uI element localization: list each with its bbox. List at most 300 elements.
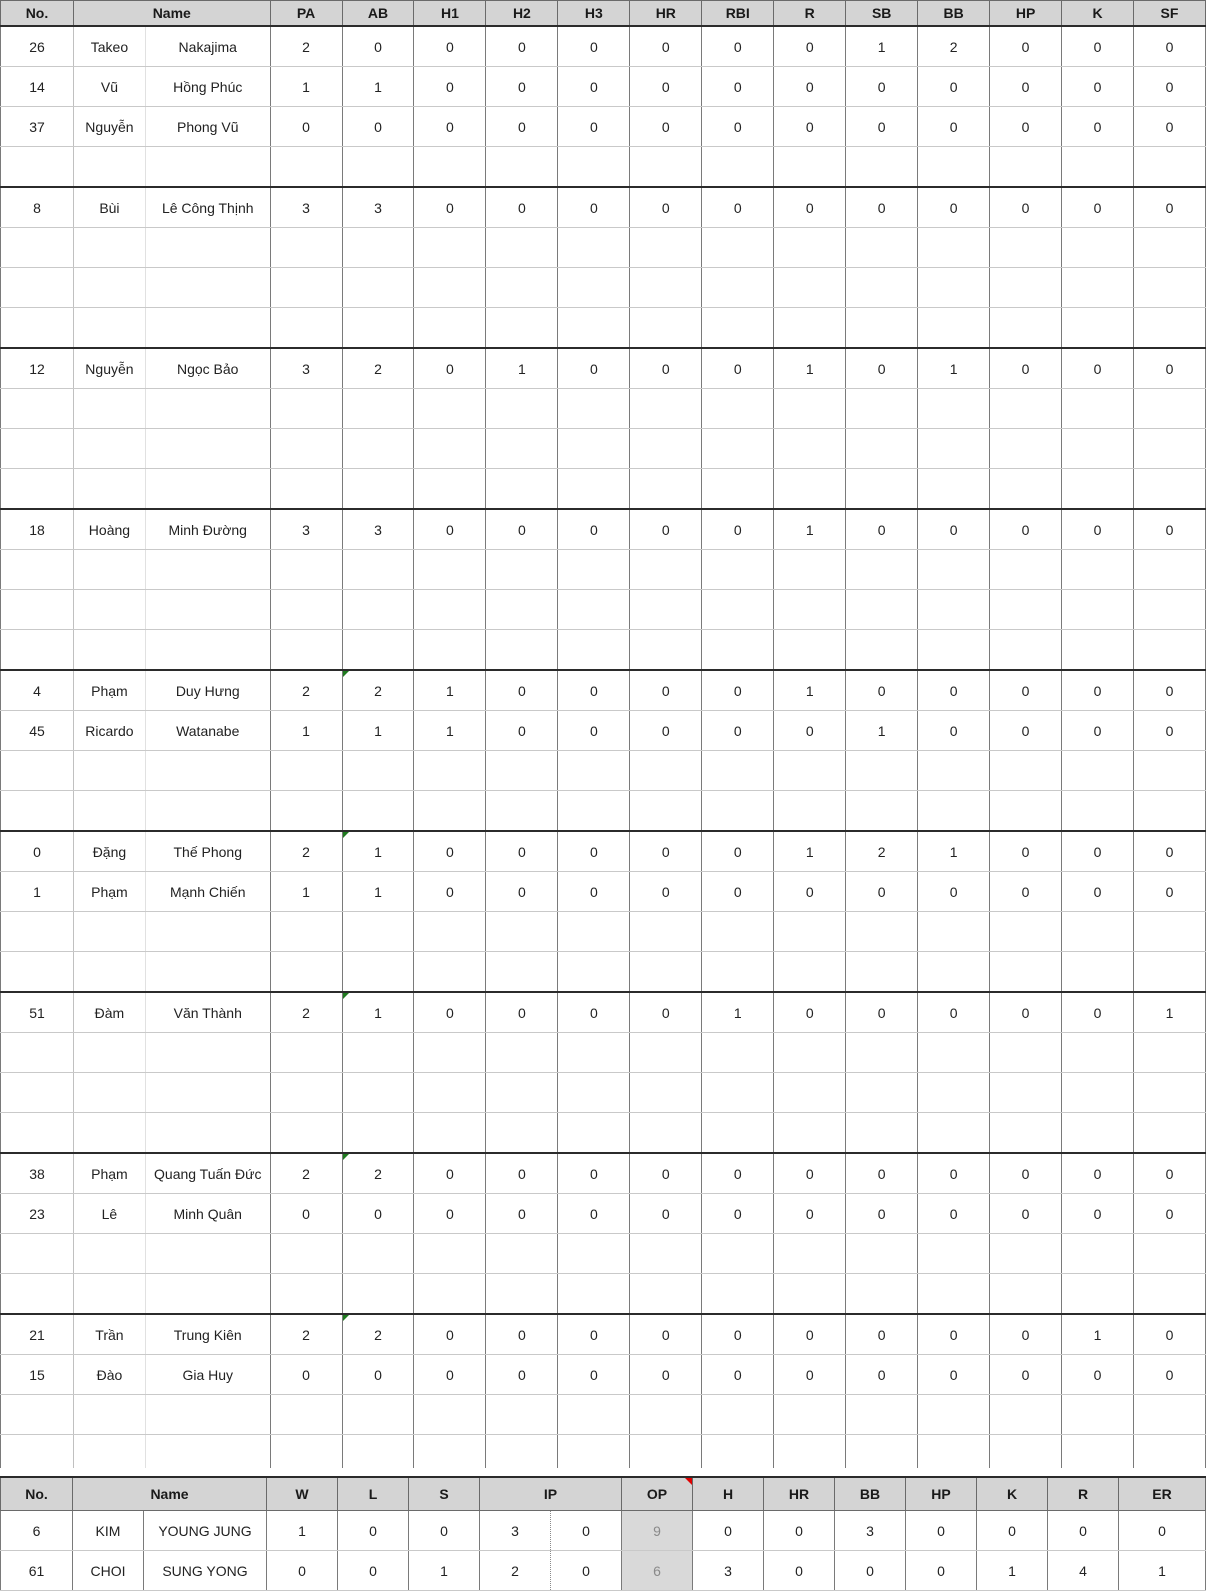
cell-er[interactable]: 1 xyxy=(1119,1551,1206,1591)
cell-last[interactable] xyxy=(145,1113,270,1154)
cell-r[interactable] xyxy=(774,1113,846,1154)
cell-h1[interactable]: 1 xyxy=(414,711,486,751)
cell-hp[interactable]: 0 xyxy=(990,711,1062,751)
cell-pa[interactable] xyxy=(270,1274,342,1315)
cell-last[interactable]: Ngọc Bảo xyxy=(145,348,270,389)
cell-k[interactable] xyxy=(1062,147,1134,188)
cell-w[interactable]: 0 xyxy=(267,1551,338,1591)
cell-first[interactable]: KIM xyxy=(73,1511,144,1551)
cell-sf[interactable] xyxy=(1134,147,1206,188)
cell-h1[interactable]: 0 xyxy=(414,831,486,872)
cell-r[interactable] xyxy=(774,751,846,791)
cell-pa[interactable] xyxy=(270,308,342,349)
cell-rbi[interactable] xyxy=(702,308,774,349)
cell-h3[interactable]: 0 xyxy=(558,711,630,751)
cell-hp[interactable]: 0 xyxy=(990,1314,1062,1355)
cell-pa[interactable]: 2 xyxy=(270,670,342,711)
cell-k[interactable]: 0 xyxy=(1062,1153,1134,1194)
cell-h3[interactable]: 0 xyxy=(558,107,630,147)
cell-k[interactable] xyxy=(1062,630,1134,671)
cell-h3[interactable] xyxy=(558,1033,630,1073)
cell-no[interactable] xyxy=(1,389,74,429)
cell-hr[interactable]: 0 xyxy=(630,509,702,550)
cell-hr[interactable]: 0 xyxy=(630,26,702,67)
cell-bb[interactable] xyxy=(918,1033,990,1073)
cell-no[interactable]: 23 xyxy=(1,1194,74,1234)
cell-rbi[interactable]: 0 xyxy=(702,67,774,107)
cell-h1[interactable]: 0 xyxy=(414,348,486,389)
cell-bb[interactable] xyxy=(918,469,990,510)
cell-sf[interactable]: 0 xyxy=(1134,1153,1206,1194)
cell-bb[interactable]: 0 xyxy=(918,1314,990,1355)
cell-k[interactable] xyxy=(1062,590,1134,630)
cell-k[interactable]: 1 xyxy=(1062,1314,1134,1355)
cell-sf[interactable] xyxy=(1134,268,1206,308)
cell-h3[interactable] xyxy=(558,590,630,630)
cell-pa[interactable] xyxy=(270,389,342,429)
cell-sf[interactable] xyxy=(1134,1234,1206,1274)
cell-r[interactable] xyxy=(774,912,846,952)
cell-no[interactable] xyxy=(1,1395,74,1435)
cell-hr[interactable] xyxy=(630,1073,702,1113)
cell-ip-a[interactable]: 3 xyxy=(480,1511,551,1551)
cell-first[interactable]: Phạm xyxy=(73,670,145,711)
cell-no[interactable]: 14 xyxy=(1,67,74,107)
cell-bb[interactable]: 0 xyxy=(918,872,990,912)
cell-no[interactable] xyxy=(1,952,74,993)
cell-no[interactable] xyxy=(1,268,74,308)
cell-h1[interactable] xyxy=(414,630,486,671)
cell-sb[interactable]: 0 xyxy=(846,67,918,107)
cell-sb[interactable] xyxy=(846,1073,918,1113)
cell-h1[interactable] xyxy=(414,1274,486,1315)
cell-bb[interactable] xyxy=(918,550,990,590)
cell-bb[interactable] xyxy=(918,1113,990,1154)
cell-rbi[interactable]: 0 xyxy=(702,872,774,912)
header-s[interactable]: S xyxy=(409,1477,480,1511)
cell-h1[interactable]: 0 xyxy=(414,26,486,67)
cell-no[interactable]: 8 xyxy=(1,187,74,228)
cell-h3[interactable] xyxy=(558,389,630,429)
cell-hr[interactable]: 0 xyxy=(764,1511,835,1551)
cell-r[interactable]: 0 xyxy=(774,1194,846,1234)
cell-sb[interactable]: 0 xyxy=(846,1355,918,1395)
cell-sf[interactable] xyxy=(1134,1033,1206,1073)
cell-rbi[interactable] xyxy=(702,590,774,630)
cell-r[interactable] xyxy=(774,1274,846,1315)
cell-sf[interactable]: 0 xyxy=(1134,107,1206,147)
cell-no[interactable] xyxy=(1,1234,74,1274)
cell-first[interactable] xyxy=(73,1073,145,1113)
cell-h1[interactable] xyxy=(414,550,486,590)
cell-hr[interactable] xyxy=(630,1033,702,1073)
cell-pa[interactable]: 1 xyxy=(270,711,342,751)
cell-last[interactable]: Watanabe xyxy=(145,711,270,751)
cell-hr[interactable] xyxy=(630,751,702,791)
cell-sb[interactable] xyxy=(846,308,918,349)
cell-hr[interactable]: 0 xyxy=(630,1314,702,1355)
cell-bb[interactable]: 0 xyxy=(918,107,990,147)
cell-hp[interactable]: 0 xyxy=(990,670,1062,711)
cell-rbi[interactable] xyxy=(702,630,774,671)
cell-l[interactable]: 0 xyxy=(338,1511,409,1551)
cell-r[interactable] xyxy=(774,1073,846,1113)
cell-ip-a[interactable]: 2 xyxy=(480,1551,551,1591)
cell-no[interactable] xyxy=(1,1274,74,1315)
cell-r[interactable]: 1 xyxy=(774,509,846,550)
cell-first[interactable]: Nguyễn xyxy=(73,348,145,389)
cell-ab[interactable] xyxy=(342,308,414,349)
cell-no[interactable]: 18 xyxy=(1,509,74,550)
cell-ab[interactable]: 0 xyxy=(342,26,414,67)
cell-ip-b[interactable]: 0 xyxy=(551,1511,622,1551)
cell-hr[interactable]: 0 xyxy=(630,831,702,872)
header-sb[interactable]: SB xyxy=(846,1,918,27)
cell-rbi[interactable] xyxy=(702,228,774,268)
cell-hp[interactable] xyxy=(990,1234,1062,1274)
cell-bb[interactable] xyxy=(918,590,990,630)
cell-h2[interactable] xyxy=(486,268,558,308)
header-ab[interactable]: AB xyxy=(342,1,414,27)
cell-k[interactable] xyxy=(1062,1073,1134,1113)
cell-h1[interactable] xyxy=(414,791,486,832)
cell-k[interactable] xyxy=(1062,952,1134,993)
cell-h3[interactable] xyxy=(558,630,630,671)
cell-hr[interactable]: 0 xyxy=(630,1355,702,1395)
cell-first[interactable]: Đàm xyxy=(73,992,145,1033)
cell-hp[interactable]: 0 xyxy=(990,831,1062,872)
cell-rbi[interactable] xyxy=(702,912,774,952)
cell-hp[interactable]: 0 xyxy=(990,1355,1062,1395)
cell-hr[interactable]: 0 xyxy=(764,1551,835,1591)
cell-r[interactable]: 0 xyxy=(774,992,846,1033)
cell-bb[interactable]: 0 xyxy=(835,1551,906,1591)
cell-ab[interactable]: 0 xyxy=(342,1194,414,1234)
cell-h3[interactable] xyxy=(558,308,630,349)
cell-r[interactable]: 0 xyxy=(1048,1511,1119,1551)
cell-rbi[interactable]: 0 xyxy=(702,1355,774,1395)
header-op[interactable]: OP xyxy=(622,1477,693,1511)
cell-rbi[interactable]: 0 xyxy=(702,1194,774,1234)
cell-hp[interactable] xyxy=(990,228,1062,268)
cell-rbi[interactable] xyxy=(702,147,774,188)
cell-hp[interactable] xyxy=(990,1113,1062,1154)
cell-h1[interactable] xyxy=(414,308,486,349)
cell-last[interactable] xyxy=(145,791,270,832)
cell-ab[interactable]: 1 xyxy=(342,67,414,107)
cell-sf[interactable] xyxy=(1134,228,1206,268)
cell-h2[interactable] xyxy=(486,952,558,993)
cell-ab[interactable] xyxy=(342,550,414,590)
cell-first[interactable]: Ricardo xyxy=(73,711,145,751)
cell-ab[interactable] xyxy=(342,791,414,832)
cell-hr[interactable]: 0 xyxy=(630,67,702,107)
cell-h3[interactable] xyxy=(558,1395,630,1435)
header-ip[interactable]: IP xyxy=(480,1477,622,1511)
cell-bb[interactable] xyxy=(918,147,990,188)
cell-bb[interactable] xyxy=(918,1234,990,1274)
cell-hr[interactable] xyxy=(630,268,702,308)
cell-pa[interactable]: 2 xyxy=(270,992,342,1033)
cell-sb[interactable] xyxy=(846,429,918,469)
cell-sf[interactable]: 0 xyxy=(1134,831,1206,872)
cell-sb[interactable]: 0 xyxy=(846,107,918,147)
cell-r[interactable]: 0 xyxy=(774,872,846,912)
cell-sf[interactable]: 0 xyxy=(1134,1194,1206,1234)
cell-k[interactable] xyxy=(1062,308,1134,349)
cell-ab[interactable] xyxy=(342,590,414,630)
cell-bb[interactable]: 0 xyxy=(918,992,990,1033)
cell-hp[interactable] xyxy=(990,751,1062,791)
cell-sb[interactable]: 0 xyxy=(846,1194,918,1234)
cell-sb[interactable] xyxy=(846,590,918,630)
cell-sf[interactable] xyxy=(1134,550,1206,590)
cell-h2[interactable] xyxy=(486,1073,558,1113)
cell-last[interactable] xyxy=(145,630,270,671)
cell-bb[interactable] xyxy=(918,912,990,952)
cell-bb[interactable]: 1 xyxy=(918,831,990,872)
cell-ab[interactable] xyxy=(342,1395,414,1435)
cell-sb[interactable] xyxy=(846,751,918,791)
cell-first[interactable]: Phạm xyxy=(73,872,145,912)
cell-hr[interactable] xyxy=(630,308,702,349)
cell-h2[interactable] xyxy=(486,1113,558,1154)
cell-pa[interactable] xyxy=(270,1395,342,1435)
cell-bb[interactable]: 0 xyxy=(918,187,990,228)
cell-ab[interactable] xyxy=(342,751,414,791)
cell-sf[interactable] xyxy=(1134,630,1206,671)
cell-no[interactable]: 26 xyxy=(1,26,74,67)
cell-h2[interactable]: 0 xyxy=(486,872,558,912)
cell-no[interactable] xyxy=(1,1073,74,1113)
cell-hr[interactable] xyxy=(630,590,702,630)
cell-sb[interactable] xyxy=(846,952,918,993)
cell-r[interactable] xyxy=(774,268,846,308)
cell-sb[interactable] xyxy=(846,1033,918,1073)
cell-hr[interactable] xyxy=(630,389,702,429)
cell-sf[interactable] xyxy=(1134,1274,1206,1315)
cell-r[interactable] xyxy=(774,630,846,671)
cell-op[interactable]: 6 xyxy=(622,1551,693,1591)
cell-first[interactable] xyxy=(73,1274,145,1315)
cell-hr[interactable]: 0 xyxy=(630,992,702,1033)
cell-rbi[interactable]: 0 xyxy=(702,348,774,389)
cell-k[interactable] xyxy=(1062,550,1134,590)
cell-hr[interactable] xyxy=(630,429,702,469)
cell-first[interactable] xyxy=(73,429,145,469)
cell-hr[interactable] xyxy=(630,912,702,952)
cell-first[interactable] xyxy=(73,1113,145,1154)
cell-hr[interactable]: 0 xyxy=(630,711,702,751)
cell-first[interactable] xyxy=(73,791,145,832)
cell-sf[interactable] xyxy=(1134,751,1206,791)
cell-r[interactable] xyxy=(774,590,846,630)
cell-hp[interactable]: 0 xyxy=(906,1511,977,1551)
cell-hp[interactable]: 0 xyxy=(990,872,1062,912)
cell-bb[interactable] xyxy=(918,1395,990,1435)
cell-ab[interactable] xyxy=(342,147,414,188)
cell-h1[interactable]: 0 xyxy=(414,509,486,550)
cell-pa[interactable] xyxy=(270,268,342,308)
cell-pa[interactable]: 0 xyxy=(270,1355,342,1395)
cell-ab[interactable] xyxy=(342,228,414,268)
cell-ab[interactable]: 2 xyxy=(342,1153,414,1194)
cell-last[interactable] xyxy=(145,268,270,308)
cell-k[interactable] xyxy=(1062,429,1134,469)
cell-hp[interactable]: 0 xyxy=(990,992,1062,1033)
cell-no[interactable] xyxy=(1,1033,74,1073)
cell-ab[interactable] xyxy=(342,389,414,429)
cell-h1[interactable] xyxy=(414,751,486,791)
cell-first[interactable]: Nguyễn xyxy=(73,107,145,147)
cell-hp[interactable]: 0 xyxy=(990,348,1062,389)
cell-last[interactable] xyxy=(145,751,270,791)
cell-first[interactable] xyxy=(73,630,145,671)
cell-h3[interactable] xyxy=(558,147,630,188)
cell-sf[interactable]: 0 xyxy=(1134,872,1206,912)
cell-sb[interactable]: 2 xyxy=(846,831,918,872)
cell-sf[interactable] xyxy=(1134,590,1206,630)
cell-pa[interactable]: 3 xyxy=(270,348,342,389)
cell-h3[interactable] xyxy=(558,228,630,268)
cell-h3[interactable] xyxy=(558,751,630,791)
cell-last[interactable] xyxy=(145,389,270,429)
cell-pa[interactable]: 2 xyxy=(270,26,342,67)
cell-pa[interactable] xyxy=(270,429,342,469)
cell-h1[interactable] xyxy=(414,1073,486,1113)
cell-first[interactable] xyxy=(73,228,145,268)
cell-er[interactable]: 0 xyxy=(1119,1511,1206,1551)
cell-h1[interactable]: 0 xyxy=(414,187,486,228)
cell-first[interactable]: Vũ xyxy=(73,67,145,107)
cell-bb[interactable]: 0 xyxy=(918,67,990,107)
cell-k[interactable] xyxy=(1062,791,1134,832)
cell-pa[interactable]: 2 xyxy=(270,831,342,872)
header-h1[interactable]: H1 xyxy=(414,1,486,27)
cell-r[interactable]: 0 xyxy=(774,26,846,67)
cell-k[interactable]: 0 xyxy=(1062,26,1134,67)
cell-bb[interactable]: 0 xyxy=(918,1153,990,1194)
header-no[interactable]: No. xyxy=(1,1477,73,1511)
cell-no[interactable]: 15 xyxy=(1,1355,74,1395)
cell-sf[interactable]: 0 xyxy=(1134,711,1206,751)
cell-first[interactable]: Takeo xyxy=(73,26,145,67)
cell-ab[interactable]: 0 xyxy=(342,107,414,147)
header-bb[interactable]: BB xyxy=(835,1477,906,1511)
cell-ab[interactable] xyxy=(342,1234,414,1274)
cell-no[interactable]: 4 xyxy=(1,670,74,711)
cell-h2[interactable] xyxy=(486,147,558,188)
cell-sb[interactable] xyxy=(846,1274,918,1315)
cell-bb[interactable] xyxy=(918,228,990,268)
cell-bb[interactable]: 0 xyxy=(918,509,990,550)
cell-k[interactable] xyxy=(1062,751,1134,791)
cell-no[interactable] xyxy=(1,590,74,630)
cell-h2[interactable] xyxy=(486,1274,558,1315)
cell-no[interactable] xyxy=(1,791,74,832)
cell-r[interactable]: 0 xyxy=(774,67,846,107)
cell-last[interactable] xyxy=(145,952,270,993)
cell-r[interactable] xyxy=(774,791,846,832)
cell-ab[interactable]: 1 xyxy=(342,831,414,872)
cell-pa[interactable] xyxy=(270,147,342,188)
cell-sb[interactable]: 0 xyxy=(846,1314,918,1355)
cell-no[interactable]: 51 xyxy=(1,992,74,1033)
cell-last[interactable]: Minh Đường xyxy=(145,509,270,550)
cell-hp[interactable]: 0 xyxy=(990,107,1062,147)
cell-bb[interactable]: 0 xyxy=(918,1194,990,1234)
cell-rbi[interactable] xyxy=(702,389,774,429)
cell-hp[interactable] xyxy=(990,1073,1062,1113)
cell-rbi[interactable]: 0 xyxy=(702,1314,774,1355)
cell-h1[interactable] xyxy=(414,590,486,630)
cell-last[interactable]: Văn Thành xyxy=(145,992,270,1033)
cell-bb[interactable]: 3 xyxy=(835,1511,906,1551)
cell-r[interactable]: 1 xyxy=(774,831,846,872)
cell-hp[interactable]: 0 xyxy=(990,1153,1062,1194)
cell-sb[interactable]: 1 xyxy=(846,26,918,67)
header-w[interactable]: W xyxy=(267,1477,338,1511)
cell-r[interactable] xyxy=(774,147,846,188)
cell-h2[interactable]: 0 xyxy=(486,992,558,1033)
cell-k[interactable] xyxy=(1062,268,1134,308)
cell-h1[interactable] xyxy=(414,147,486,188)
cell-bb[interactable]: 0 xyxy=(918,711,990,751)
cell-pa[interactable] xyxy=(270,1033,342,1073)
cell-sb[interactable] xyxy=(846,550,918,590)
cell-hp[interactable] xyxy=(990,429,1062,469)
cell-last[interactable] xyxy=(145,147,270,188)
cell-first[interactable] xyxy=(73,1033,145,1073)
cell-first[interactable]: Bùi xyxy=(73,187,145,228)
cell-first[interactable] xyxy=(73,1395,145,1435)
cell-ab[interactable]: 2 xyxy=(342,348,414,389)
cell-last[interactable]: SUNG YONG xyxy=(144,1551,267,1591)
cell-hr[interactable] xyxy=(630,952,702,993)
cell-last[interactable] xyxy=(145,429,270,469)
cell-l[interactable]: 0 xyxy=(338,1551,409,1591)
cell-h3[interactable]: 0 xyxy=(558,187,630,228)
cell-hr[interactable]: 0 xyxy=(630,107,702,147)
cell-h2[interactable]: 0 xyxy=(486,670,558,711)
cell-h3[interactable] xyxy=(558,1113,630,1154)
cell-h1[interactable] xyxy=(414,1395,486,1435)
cell-no[interactable] xyxy=(1,308,74,349)
cell-ab[interactable]: 1 xyxy=(342,711,414,751)
cell-rbi[interactable]: 0 xyxy=(702,107,774,147)
cell-sb[interactable]: 0 xyxy=(846,509,918,550)
cell-h1[interactable] xyxy=(414,389,486,429)
cell-sf[interactable]: 1 xyxy=(1134,992,1206,1033)
cell-r[interactable]: 0 xyxy=(774,187,846,228)
cell-h2[interactable]: 0 xyxy=(486,187,558,228)
cell-h[interactable]: 0 xyxy=(693,1511,764,1551)
cell-hp[interactable]: 0 xyxy=(906,1551,977,1591)
cell-pa[interactable]: 0 xyxy=(270,107,342,147)
cell-r[interactable]: 1 xyxy=(774,348,846,389)
cell-rbi[interactable] xyxy=(702,1234,774,1274)
cell-pa[interactable] xyxy=(270,228,342,268)
cell-pa[interactable] xyxy=(270,469,342,510)
cell-no[interactable] xyxy=(1,469,74,510)
cell-k[interactable]: 0 xyxy=(1062,509,1134,550)
cell-sb[interactable] xyxy=(846,1113,918,1154)
cell-hr[interactable] xyxy=(630,147,702,188)
cell-sf[interactable] xyxy=(1134,469,1206,510)
cell-r[interactable] xyxy=(774,1033,846,1073)
cell-h2[interactable]: 1 xyxy=(486,348,558,389)
cell-k[interactable]: 0 xyxy=(1062,670,1134,711)
